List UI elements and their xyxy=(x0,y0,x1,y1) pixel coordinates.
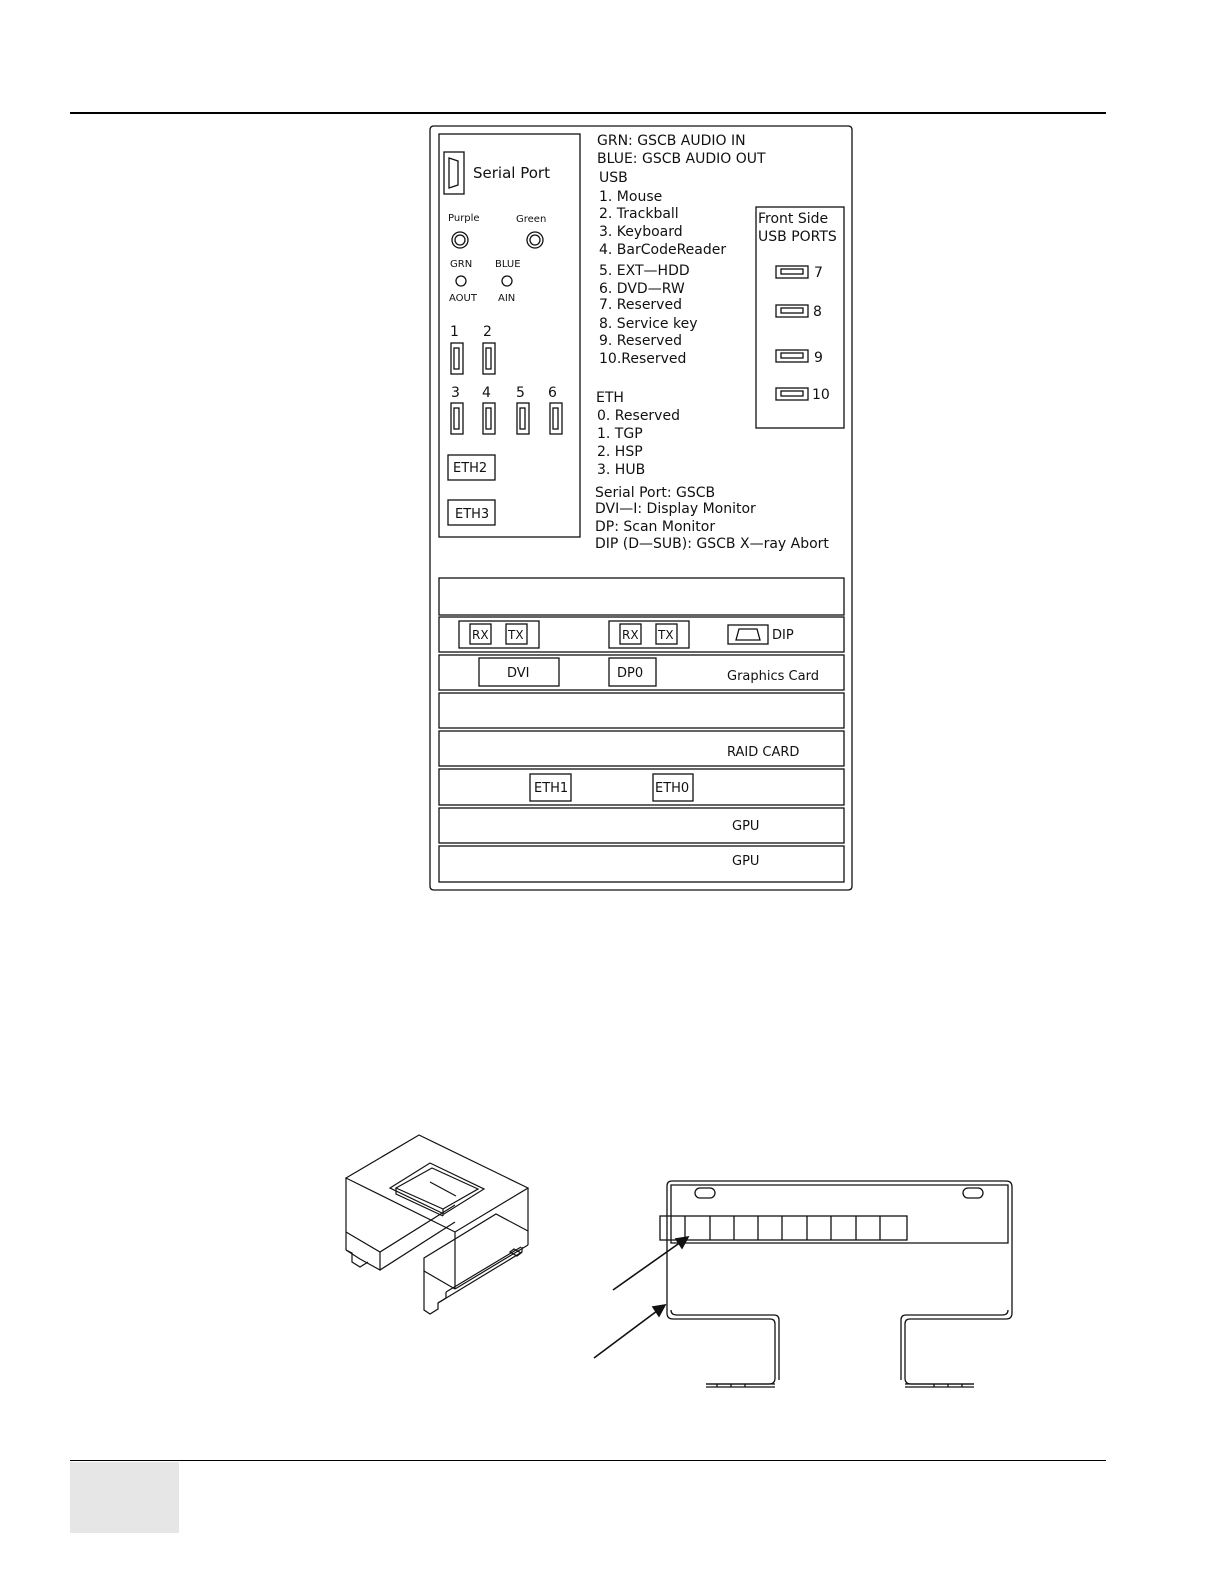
purple-label: Purple xyxy=(448,213,480,224)
blue-label: BLUE xyxy=(495,259,521,270)
front-usb-port-number: 9 xyxy=(814,350,823,366)
front-usb-port-icon xyxy=(776,266,808,278)
legend-usb-item: 8. Service key xyxy=(599,316,698,332)
legend-note: Serial Port: GSCB xyxy=(595,485,716,501)
purple-audio-jack-icon xyxy=(452,232,468,248)
usb-port-number: 1 xyxy=(450,324,459,340)
usb-port-number: 5 xyxy=(516,385,525,401)
usb-port-icon xyxy=(550,403,562,434)
dip-dsub-connector-icon xyxy=(728,625,768,644)
eth2-label: ETH2 xyxy=(453,461,488,476)
aout-label: AOUT xyxy=(449,293,477,304)
usb-port-icon xyxy=(483,403,495,434)
callout-arrow xyxy=(594,1305,665,1358)
gpu-label: GPU xyxy=(732,819,760,834)
expansion-slot xyxy=(439,846,844,882)
legend-usb-item: 3. Keyboard xyxy=(599,224,683,240)
green-label: Green xyxy=(516,214,547,225)
front-usb-port-icon xyxy=(776,350,808,362)
aout-jack-icon xyxy=(456,276,466,286)
gpu-label: GPU xyxy=(732,854,760,869)
grn-label: GRN xyxy=(450,259,473,270)
legend-usb-item: 2. Trackball xyxy=(599,206,679,222)
serial-port-label: Serial Port xyxy=(473,164,550,182)
legend-usb-item: 6. DVD—RW xyxy=(599,281,685,297)
bracket-isometric-drawing xyxy=(346,1135,528,1314)
usb-port-number: 6 xyxy=(548,385,557,401)
legend-usb-title: USB xyxy=(599,170,628,186)
legend-usb-item: 1. Mouse xyxy=(599,189,663,205)
legend-usb-item: 4. BarCodeReader xyxy=(599,242,727,258)
bracket-front-view-drawing xyxy=(660,1181,1012,1387)
dvi-label: DVI xyxy=(507,666,530,681)
tx-label: TX xyxy=(508,628,524,642)
raid-card-label: RAID CARD xyxy=(727,745,800,760)
legend-usb-item: 5. EXT—HDD xyxy=(599,263,690,279)
rx-label: RX xyxy=(622,628,639,642)
usb-port-icon xyxy=(483,343,495,374)
usb-port-icon xyxy=(451,343,463,374)
serial-port-connector-icon xyxy=(444,152,464,194)
front-usb-port-number: 7 xyxy=(814,265,823,281)
callout-arrow xyxy=(613,1237,688,1290)
expansion-slot xyxy=(439,769,844,805)
rx-label: RX xyxy=(472,628,489,642)
eth0-label: ETH0 xyxy=(655,781,690,796)
usb-port-icon xyxy=(517,403,529,434)
legend-eth-item: 1. TGP xyxy=(597,426,643,442)
usb-port-number: 2 xyxy=(483,324,492,340)
tx-label: TX xyxy=(658,628,674,642)
front-usb-title: Front Side xyxy=(758,211,829,227)
front-usb-port-icon xyxy=(776,305,808,317)
eth3-label: ETH3 xyxy=(455,507,490,522)
front-usb-port-number: 8 xyxy=(813,304,822,320)
legend-audio-line: BLUE: GSCB AUDIO OUT xyxy=(597,151,766,167)
legend-eth-item: 2. HSP xyxy=(597,444,643,460)
legend-note: DVI—I: Display Monitor xyxy=(595,501,756,517)
expansion-slot xyxy=(439,578,844,615)
ain-jack-icon xyxy=(502,276,512,286)
legend-eth-item: 0. Reserved xyxy=(597,408,680,424)
dip-label: DIP xyxy=(772,628,794,643)
front-usb-port-number: 10 xyxy=(812,387,830,403)
legend-eth-title: ETH xyxy=(596,390,624,406)
eth1-label: ETH1 xyxy=(534,781,569,796)
front-usb-title: USB PORTS xyxy=(758,229,837,245)
legend-note: DIP (D—SUB): GSCB X—ray Abort xyxy=(595,536,829,552)
usb-port-number: 4 xyxy=(482,385,491,401)
usb-port-icon xyxy=(451,403,463,434)
legend-usb-item: 9. Reserved xyxy=(599,333,682,349)
legend-audio-line: GRN: GSCB AUDIO IN xyxy=(597,133,746,149)
legend-eth-item: 3. HUB xyxy=(597,462,646,478)
graphics-card-label: Graphics Card xyxy=(727,669,819,684)
front-usb-port-icon xyxy=(776,388,808,400)
green-audio-jack-icon xyxy=(527,232,543,248)
legend-note: DP: Scan Monitor xyxy=(595,519,716,535)
legend-usb-item: 10.Reserved xyxy=(599,351,687,367)
expansion-slot xyxy=(439,808,844,843)
usb-port-number: 3 xyxy=(451,385,460,401)
legend-usb-item: 7. Reserved xyxy=(599,297,682,313)
ain-label: AIN xyxy=(498,293,516,304)
expansion-slot xyxy=(439,693,844,728)
dp0-label: DP0 xyxy=(617,666,644,681)
legend-text xyxy=(595,133,829,552)
